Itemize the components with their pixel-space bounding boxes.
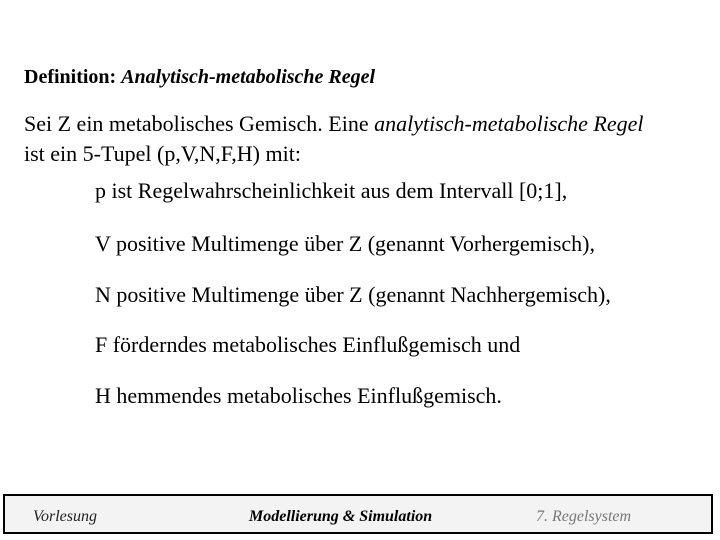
- intro-line-2: ist ein 5-Tupel (p,V,N,F,H) mit:: [24, 141, 301, 166]
- definition-heading: [24, 66, 375, 89]
- list-item: F förderndes metabolisches Einflußgemisch und: [95, 332, 521, 357]
- list-item: N positive Multimenge über Z (genannt Nachhergemisch),: [95, 282, 611, 307]
- footer-lecture-title: Modellierung & Simulation: [249, 508, 433, 525]
- list-item: p ist Regelwahrscheinlichkeit aus dem Intervall [0;1],: [95, 178, 568, 203]
- list-item: V positive Multimenge über Z (genannt Vorhergemisch),: [95, 231, 596, 256]
- footer-chapter-label: 7. Regelsystem: [536, 508, 632, 525]
- list-item: H hemmendes metabolisches Einflußgemisch.: [95, 383, 502, 408]
- intro-emphasis: analytisch-metabolische Regel: [374, 111, 644, 136]
- slide-footer: [3, 494, 713, 534]
- definition-title: Analytisch-metabolische Regel: [121, 66, 376, 88]
- intro-line-1: [24, 109, 644, 139]
- footer-course-label: Vorlesung: [33, 508, 97, 525]
- intro-paragraph: [24, 109, 644, 169]
- intro-text: Sei Z ein metabolisches Gemisch. Eine: [24, 111, 375, 136]
- definition-label: Definition:: [24, 66, 117, 88]
